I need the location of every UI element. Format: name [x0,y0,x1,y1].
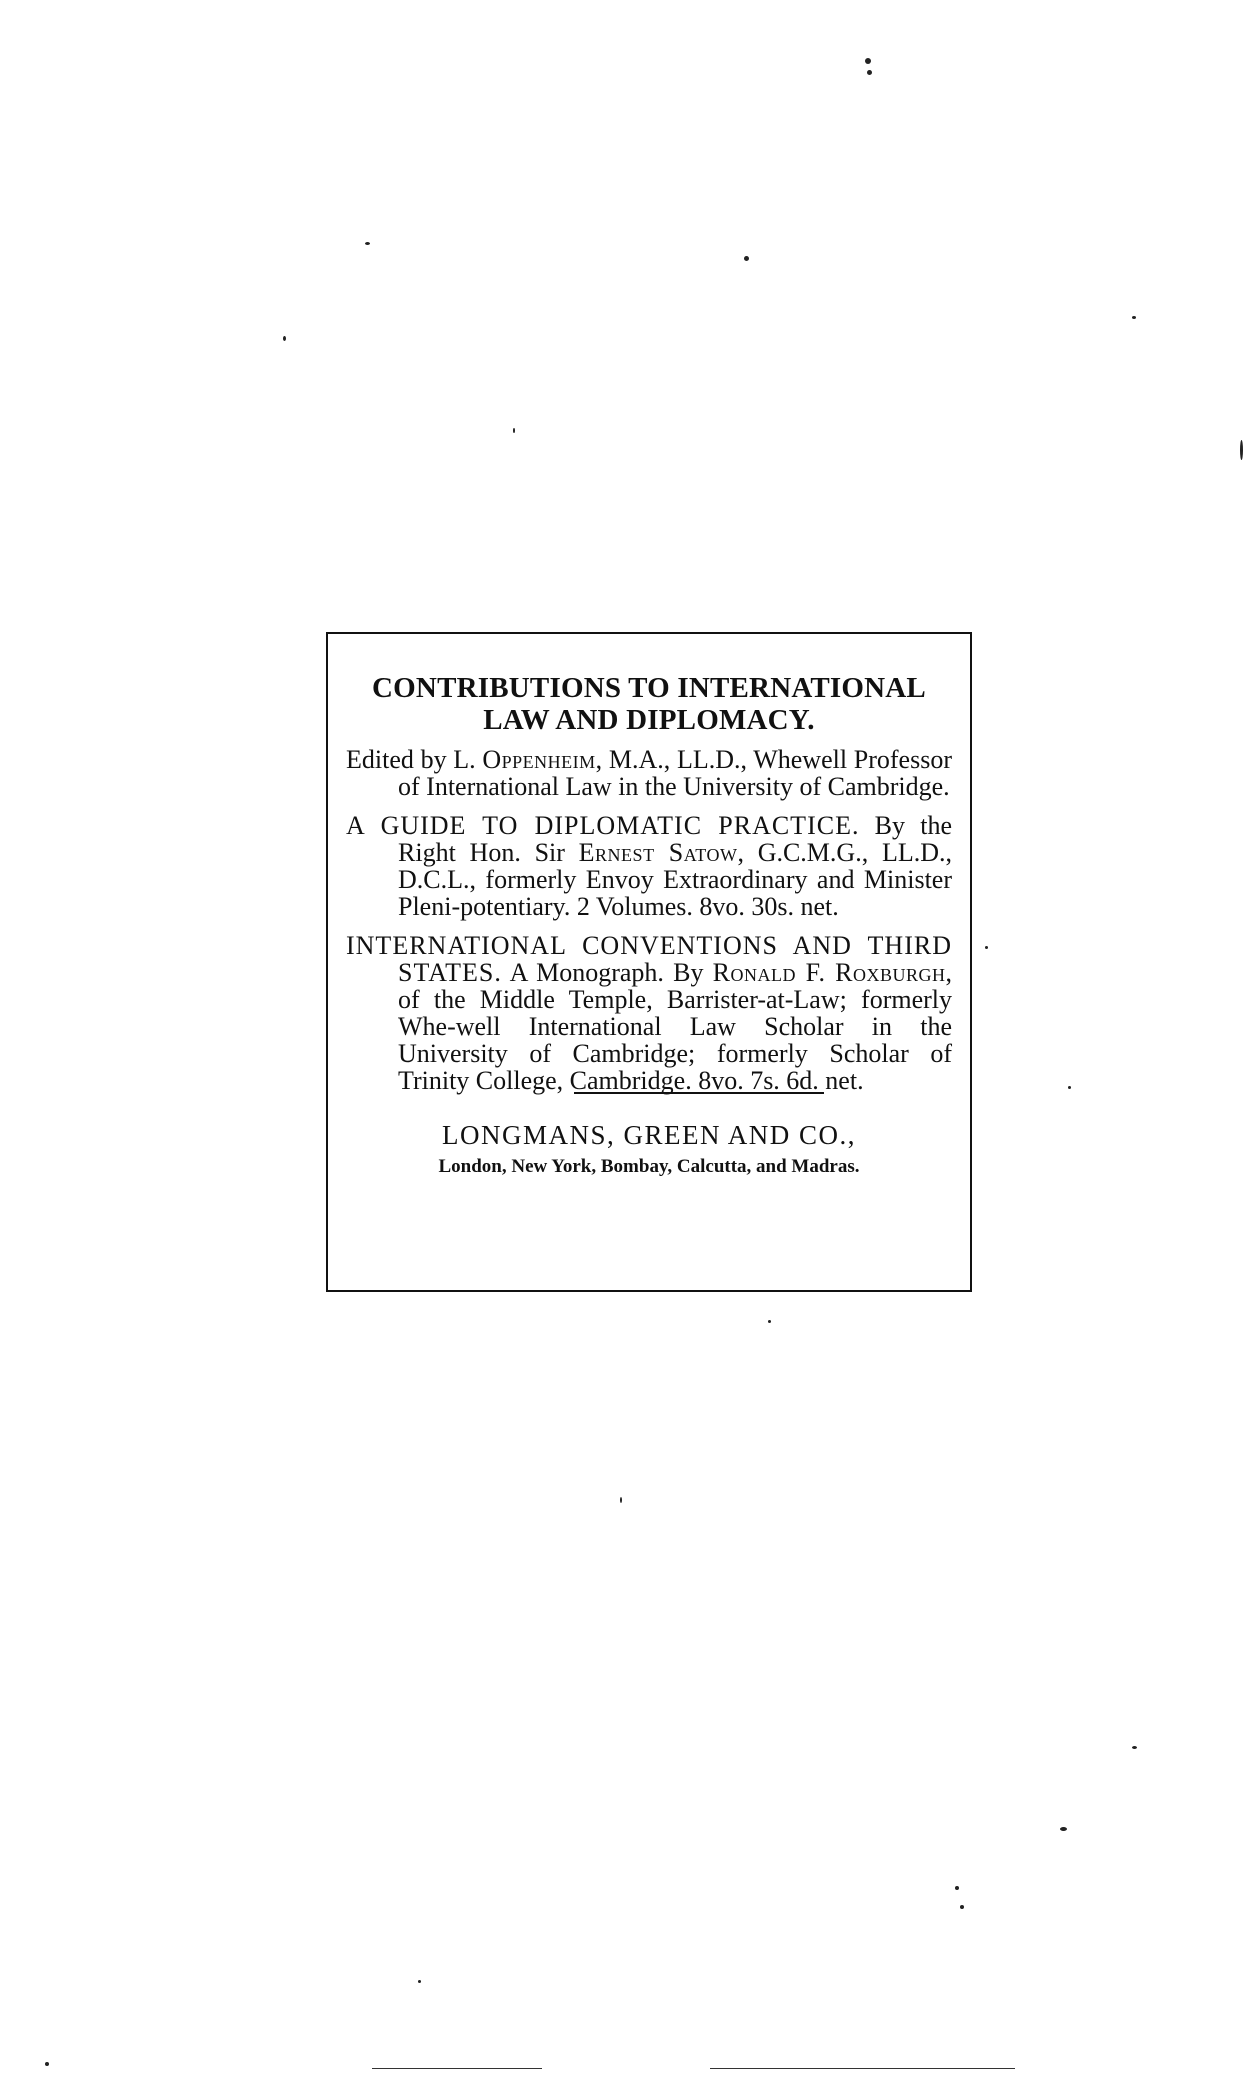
series-title-line-1: CONTRIBUTIONS TO INTERNATIONAL [372,672,926,704]
speck [1132,316,1136,319]
editor-entry [346,746,952,800]
publisher-name: LONGMANS, GREEN AND CO., [441,1120,856,1150]
book-details: , G.C.M.G., LL.D., D.C.L., formerly Envoy Extraordinary and Minister Pleni-potentiary. 2 Volumes. 8vo. 30s. net. [398,838,952,921]
speck [1132,1746,1137,1749]
speck [1240,440,1243,460]
speck [744,256,749,261]
publisher-cities: London, New York, Bombay, Calcutta, and Madras. [438,1156,860,1177]
speck [45,2062,49,2066]
speck [365,242,370,245]
speck [1068,1086,1071,1089]
speck [867,70,872,75]
speck [985,946,988,949]
book-title: INTERNATIONAL CONVENTIONS AND THIRD STATES. [346,931,952,987]
book-author: Ernest Satow [578,838,738,867]
speck [418,1980,421,1983]
editor-name: Oppenheim [482,745,596,774]
bottom-rule-left [372,2068,542,2069]
speck [513,428,515,433]
bottom-rule-right [710,2068,1015,2069]
book-title: A GUIDE TO DIPLOMATIC PRACTICE. [346,811,860,840]
book-entry-international-conventions [346,932,952,1094]
speck [955,1886,959,1890]
speck [768,1320,771,1323]
book-subtitle: A Monograph. By [501,958,713,987]
series-title-line-2: LAW AND DIPLOMACY. [483,704,815,736]
editor-prefix: Edited by L. [346,745,483,774]
book-details: , of the Middle Temple, Barrister-at-Law; formerly Whe-well International Law Scholar in the University of Cambridge; formerly Scholar of Trinity College, Cambridge. 8vo. 7s. 6d. net. [398,958,952,1095]
speck [865,58,871,64]
editor-suffix: , M.A., LL.D., Whewell Professor of International Law in the University of Cambridge. [398,745,952,801]
speck [283,336,286,341]
speck [960,1905,964,1909]
book-by: By the Right Hon. Sir [398,811,953,867]
advertisement-box [326,632,972,1292]
speck [620,1497,622,1503]
book-author: Ronald F. Roxburgh [712,958,946,987]
series-title [346,672,952,736]
speck [1060,1827,1067,1831]
divider-rule [574,1092,824,1094]
book-entry-diplomatic-practice [346,812,952,920]
